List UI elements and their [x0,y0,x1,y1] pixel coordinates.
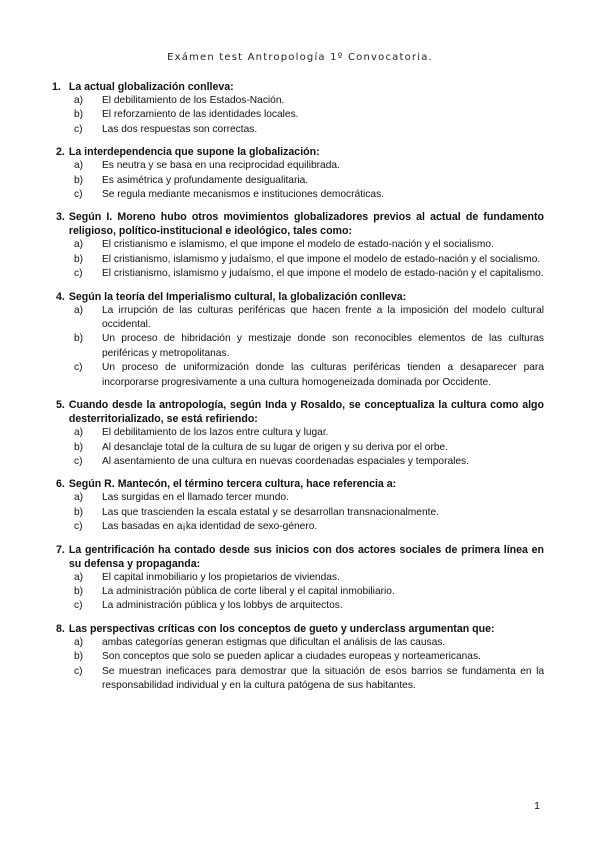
option-letter: b) [74,506,84,518]
answer-option [56,253,544,267]
answer-option [56,123,544,137]
question-text: Según R. Mantecón, el término tercera cultura, hace referencia a: [68,478,397,491]
answer-option [56,599,544,613]
answer-option [56,267,544,281]
option-text: El reforzamiento de las identidades locales. [102,109,299,121]
option-letter: b) [74,651,84,663]
question-heading [56,477,544,491]
answer-option [56,426,544,440]
question-number: 2. [56,146,65,159]
option-text: Es neutra y se basa en una reciprocidad equilibrada. [102,160,340,172]
option-letter: a) [74,95,84,106]
question-text: Según la teoría del Imperialismo cultural, la globalización conlleva: [68,290,407,303]
answer-option [56,159,544,173]
option-letter: a) [74,427,84,439]
answer-option [56,455,544,469]
question-2 [56,145,544,202]
question-3 [56,210,544,281]
answer-options [56,571,544,614]
option-text: La administración pública y los lobbys de arquitectos. [102,600,343,612]
answer-options [56,304,544,390]
question-7 [56,543,544,614]
option-letter: b) [74,585,84,597]
option-letter: b) [74,174,84,186]
option-text: La irrupción de las culturas periféricas que hacen frente a la imposición del modelo cultural occidental. [102,304,544,331]
question-text: Las perspectivas críticas con los conceptos de gueto y underclass argumentan que: [68,622,495,635]
option-text: Se regula mediante mecanismos e instituciones democráticas. [102,189,384,201]
question-heading [56,290,544,304]
question-heading [56,543,544,571]
answer-option [56,665,544,694]
option-text: El debilitamiento de los lazos entre cultura y lugar. [102,427,329,439]
answer-options [56,94,544,137]
option-text: Un proceso de hibridación y mestizaje donde son reconocibles elementos de las culturas periféricas y metropolitanas. [102,333,544,359]
option-text: El capital inmobiliario y los propietarios de viviendas. [102,571,340,583]
question-8 [56,622,544,694]
answer-option [56,238,544,252]
answer-options [56,636,544,694]
option-text: Se muestran ineficaces para demostrar que la situación de esos barrios se fundamenta en la responsabilidad individual y en la cultura patógena de sus habitantes. [102,665,544,691]
option-text: Las que trascienden la escala estatal y se desarrollan transnacionalmente. [102,506,439,518]
page-number: 1 [534,800,540,812]
option-letter: c) [74,521,83,533]
option-letter: c) [74,665,83,677]
question-heading [56,210,544,238]
option-text: El debilitamiento de los Estados-Nación. [102,95,285,106]
option-text: El cristianismo, islamismo y judaísmo, el que impone el modelo de estado-nación y el capitalismo. [102,268,544,280]
question-text: La gentrificación ha contado desde sus inicios con dos actores sociales de primera línea en su defensa y propaganda: [68,543,544,570]
question-5 [56,398,544,469]
option-letter: b) [74,441,84,453]
option-letter: a) [74,636,84,648]
option-text: Son conceptos que solo se pueden aplicar a ciudades europeas y norteamericanas. [102,651,481,663]
option-letter: b) [74,333,84,345]
question-1 [52,80,544,137]
answer-option [56,636,544,650]
answer-options [56,491,544,534]
option-text: El cristianismo, islamismo y judaísmo, el que impone el modelo de estado-nación y el socialismo. [102,253,541,265]
option-letter: c) [74,362,83,374]
option-letter: a) [74,160,84,172]
question-number: 1. [52,81,61,93]
option-letter: a) [74,239,84,251]
option-text: El cristianismo e islamismo, el que impone el modelo de estado-nación y el socialismo. [102,239,494,251]
option-letter: a) [74,304,84,316]
question-heading [52,80,544,94]
option-text: Un proceso de uniformización donde las culturas periféricas tienden a desaparecer para incorporarse progresivamente a una cultura homogeneizada dominada por Occidente. [102,362,544,388]
question-4 [56,290,544,390]
answer-option [56,585,544,599]
question-6 [56,477,544,534]
answer-option [56,188,544,202]
question-heading [56,622,544,636]
option-letter: b) [74,253,84,265]
answer-option [56,174,544,188]
exam-title: Exámen test Antropología 1º Convocatoria. [167,52,433,63]
option-letter: a) [74,492,84,504]
question-heading [56,398,544,426]
answer-option [56,491,544,505]
option-text: Las dos respuestas son correctas. [102,123,258,135]
option-text: Las surgidas en el llamado tercer mundo. [102,492,289,504]
answer-options [56,159,544,202]
answer-option [56,571,544,585]
answer-option [56,94,544,108]
option-letter: b) [74,109,84,121]
question-number: 3. [56,211,65,224]
question-text: La actual globalización conlleva: [68,81,234,93]
question-text: Cuando desde la antropología, según Inda y Rosaldo, se conceptualiza la cultura como algo desterritorializado, se está refiriendo: [68,399,544,426]
answer-option [56,332,544,361]
answer-option [56,361,544,390]
answer-option [56,304,544,333]
question-number: 6. [56,478,65,491]
option-letter: c) [74,123,83,135]
answer-options [56,426,544,469]
answer-option [56,441,544,455]
question-number: 4. [56,290,65,303]
answer-option [56,650,544,664]
answer-option [56,520,544,534]
option-letter: c) [74,189,83,201]
option-text: Es asimétrica y profundamente desigualitaria. [102,174,309,186]
option-text: Al desanclaje total de la cultura de su lugar de origen y su deriva por el orbe. [102,441,449,453]
answer-option [56,506,544,520]
question-heading [56,145,544,159]
answer-option [56,108,544,122]
option-text: La administración pública de corte liberal y el capital inmobiliario. [102,585,395,597]
question-number: 7. [56,543,65,556]
question-list [52,80,544,701]
option-letter: c) [74,268,83,280]
option-letter: c) [74,455,83,467]
question-number: 5. [56,399,65,412]
question-number: 8. [56,622,65,635]
option-text: Al asentamiento de una cultura en nuevas coordenadas espaciales y temporales. [102,455,469,467]
answer-options [56,238,544,281]
option-text: Las basadas en a¡ka identidad de sexo-género. [102,521,318,533]
question-text: La interdependencia que supone la globalización: [68,146,320,159]
question-text: Según I. Moreno hubo otros movimientos globalizadores previos al actual de fundamento religioso, político-institucional e ideológico, tales como: [68,211,544,238]
option-text: ambas categorías generan estigmas que dificultan el análisis de las causas. [102,636,446,648]
option-letter: c) [74,600,83,612]
option-letter: a) [74,571,84,583]
